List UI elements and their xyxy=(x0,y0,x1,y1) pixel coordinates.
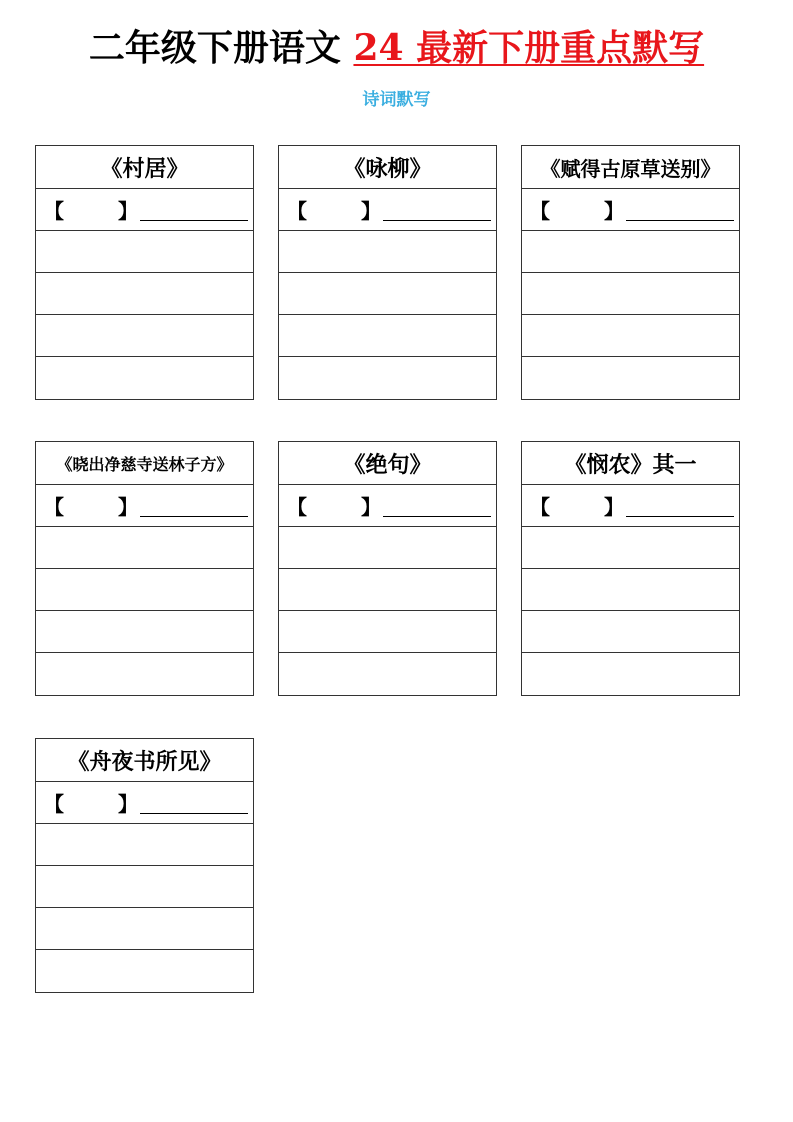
writing-line[interactable] xyxy=(522,315,739,357)
author-blank[interactable] xyxy=(383,494,491,517)
poem-card-jueju xyxy=(278,441,497,696)
writing-line[interactable] xyxy=(36,231,253,273)
writing-line[interactable] xyxy=(36,824,253,866)
poem-title: 《晓出净慈寺送林子方》 xyxy=(36,442,253,485)
poem-card-cunju xyxy=(35,145,254,400)
open-bracket: 【 xyxy=(44,792,64,816)
writing-line[interactable] xyxy=(279,357,496,399)
writing-line[interactable] xyxy=(279,231,496,273)
writing-line[interactable] xyxy=(279,527,496,569)
poem-title: 《赋得古原草送别》 xyxy=(522,146,739,189)
open-bracket: 【 xyxy=(44,199,64,223)
page-title xyxy=(0,26,793,70)
writing-line[interactable] xyxy=(522,231,739,273)
writing-line[interactable] xyxy=(36,866,253,908)
author-row xyxy=(36,189,253,231)
writing-line[interactable] xyxy=(36,950,253,992)
author-row xyxy=(522,189,739,231)
poem-title: 《舟夜书所见》 xyxy=(36,739,253,782)
poem-card-yongliu xyxy=(278,145,497,400)
author-row xyxy=(279,485,496,527)
close-bracket: 】 xyxy=(118,792,138,816)
close-bracket: 】 xyxy=(604,199,624,223)
author-blank[interactable] xyxy=(383,198,491,221)
author-row xyxy=(279,189,496,231)
close-bracket: 】 xyxy=(118,495,138,519)
writing-line[interactable] xyxy=(522,611,739,653)
author-blank[interactable] xyxy=(140,791,248,814)
close-bracket: 】 xyxy=(118,199,138,223)
writing-line[interactable] xyxy=(36,527,253,569)
writing-line[interactable] xyxy=(279,315,496,357)
writing-line[interactable] xyxy=(279,273,496,315)
writing-line[interactable] xyxy=(36,273,253,315)
writing-line[interactable] xyxy=(522,273,739,315)
open-bracket: 【 xyxy=(44,495,64,519)
author-row xyxy=(36,485,253,527)
author-blank[interactable] xyxy=(626,494,734,517)
writing-line[interactable] xyxy=(522,357,739,399)
section-subtitle: 诗词默写 xyxy=(362,90,431,110)
close-bracket: 】 xyxy=(604,495,624,519)
title-grade: 二年级下册语文 xyxy=(88,27,341,69)
writing-line[interactable] xyxy=(36,569,253,611)
poem-card-zhouyeshusuojian xyxy=(35,738,254,993)
author-row xyxy=(522,485,739,527)
writing-line[interactable] xyxy=(36,611,253,653)
writing-line[interactable] xyxy=(522,569,739,611)
writing-line[interactable] xyxy=(522,653,739,695)
poem-card-minnong xyxy=(521,441,740,696)
author-blank[interactable] xyxy=(140,198,248,221)
poem-title: 《村居》 xyxy=(36,146,253,189)
open-bracket: 【 xyxy=(287,199,307,223)
close-bracket: 】 xyxy=(361,495,381,519)
close-bracket: 】 xyxy=(361,199,381,223)
title-highlight: 24 最新下册重点默写 xyxy=(353,27,705,69)
poem-card-fudeguyuancao xyxy=(521,145,740,400)
author-blank[interactable] xyxy=(626,198,734,221)
open-bracket: 【 xyxy=(530,199,550,223)
writing-line[interactable] xyxy=(36,315,253,357)
writing-line[interactable] xyxy=(522,527,739,569)
open-bracket: 【 xyxy=(287,495,307,519)
writing-line[interactable] xyxy=(279,569,496,611)
writing-line[interactable] xyxy=(279,611,496,653)
poem-title: 《绝句》 xyxy=(279,442,496,485)
poem-card-xiaochujingcisi xyxy=(35,441,254,696)
writing-line[interactable] xyxy=(36,908,253,950)
author-blank[interactable] xyxy=(140,494,248,517)
poem-title: 《悯农》其一 xyxy=(522,442,739,485)
writing-line[interactable] xyxy=(36,357,253,399)
author-row xyxy=(36,782,253,824)
writing-line[interactable] xyxy=(279,653,496,695)
open-bracket: 【 xyxy=(530,495,550,519)
writing-line[interactable] xyxy=(36,653,253,695)
poem-title: 《咏柳》 xyxy=(279,146,496,189)
